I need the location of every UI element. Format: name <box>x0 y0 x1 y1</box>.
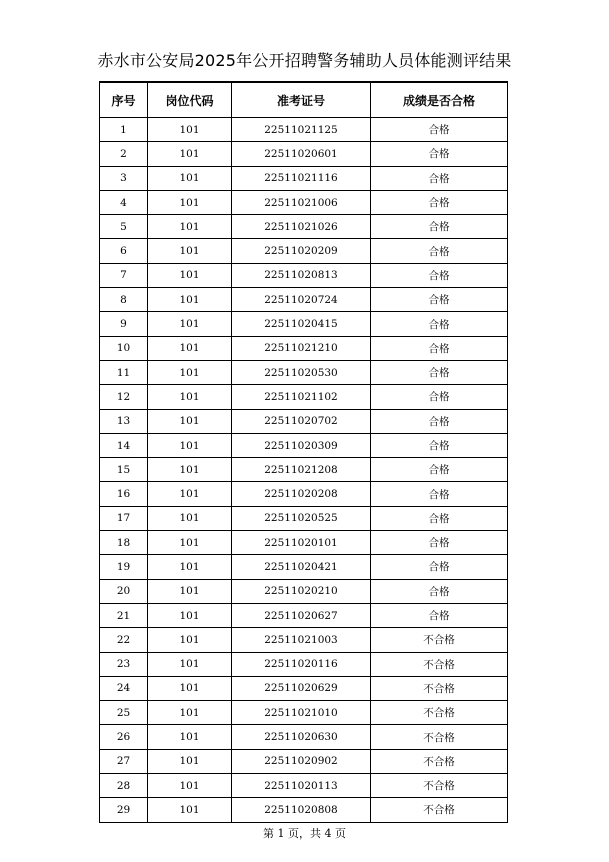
position-code-cell: 101 <box>148 676 232 700</box>
table-row <box>100 798 508 822</box>
table-row <box>100 312 508 336</box>
result-cell: 合格 <box>371 409 508 433</box>
result-cell: 不合格 <box>371 749 508 773</box>
table-row <box>100 531 508 555</box>
table-row <box>100 749 508 773</box>
result-cell: 不合格 <box>371 701 508 725</box>
table-row <box>100 652 508 676</box>
ticket-number-cell: 22511020113 <box>232 774 371 798</box>
result-cell: 合格 <box>371 239 508 263</box>
ticket-number-cell: 22511021026 <box>232 215 371 239</box>
seq-cell: 9 <box>100 312 148 336</box>
table-row <box>100 409 508 433</box>
table-row <box>100 433 508 457</box>
ticket-number-cell: 22511020627 <box>232 603 371 627</box>
ticket-number-cell: 22511021125 <box>232 118 371 142</box>
ticket-number-cell: 22511020309 <box>232 433 371 457</box>
table-row <box>100 458 508 482</box>
seq-cell: 22 <box>100 628 148 652</box>
table-row <box>100 142 508 166</box>
ticket-number-cell: 22511021208 <box>232 458 371 482</box>
ticket-number-cell: 22511020702 <box>232 409 371 433</box>
seq-cell: 18 <box>100 531 148 555</box>
ticket-number-cell: 22511021102 <box>232 385 371 409</box>
ticket-number-cell: 22511020813 <box>232 263 371 287</box>
position-code-cell: 101 <box>148 749 232 773</box>
ticket-number-cell: 22511020415 <box>232 312 371 336</box>
position-code-cell: 101 <box>148 142 232 166</box>
seq-cell: 26 <box>100 725 148 749</box>
seq-cell: 11 <box>100 360 148 384</box>
seq-cell: 1 <box>100 118 148 142</box>
result-cell: 合格 <box>371 433 508 457</box>
ticket-number-cell: 22511020630 <box>232 725 371 749</box>
position-code-cell: 101 <box>148 603 232 627</box>
ticket-number-cell: 22511020601 <box>232 142 371 166</box>
position-code-cell: 101 <box>148 239 232 263</box>
position-code-cell: 101 <box>148 652 232 676</box>
position-code-cell: 101 <box>148 579 232 603</box>
seq-cell: 23 <box>100 652 148 676</box>
seq-cell: 15 <box>100 458 148 482</box>
position-code-cell: 101 <box>148 433 232 457</box>
ticket-number-cell: 22511020530 <box>232 360 371 384</box>
table-row <box>100 555 508 579</box>
table-row <box>100 336 508 360</box>
ticket-number-cell: 22511020101 <box>232 531 371 555</box>
ticket-number-cell: 22511021010 <box>232 701 371 725</box>
ticket-number-cell: 22511020808 <box>232 798 371 822</box>
header-ticket-number: 准考证号 <box>232 82 371 118</box>
ticket-number-cell: 22511020525 <box>232 506 371 530</box>
seq-cell: 5 <box>100 215 148 239</box>
table-header-row <box>100 82 508 118</box>
table-row <box>100 190 508 214</box>
seq-cell: 28 <box>100 774 148 798</box>
ticket-number-cell: 22511021003 <box>232 628 371 652</box>
result-cell: 合格 <box>371 215 508 239</box>
table-row <box>100 239 508 263</box>
table-row <box>100 482 508 506</box>
seq-cell: 20 <box>100 579 148 603</box>
seq-cell: 14 <box>100 433 148 457</box>
table-row <box>100 628 508 652</box>
table-row <box>100 676 508 700</box>
position-code-cell: 101 <box>148 458 232 482</box>
result-cell: 合格 <box>371 142 508 166</box>
position-code-cell: 101 <box>148 701 232 725</box>
table-row <box>100 385 508 409</box>
ticket-number-cell: 22511020209 <box>232 239 371 263</box>
position-code-cell: 101 <box>148 385 232 409</box>
result-cell: 合格 <box>371 458 508 482</box>
seq-cell: 17 <box>100 506 148 530</box>
result-cell: 合格 <box>371 288 508 312</box>
seq-cell: 8 <box>100 288 148 312</box>
page-title: 赤水市公安局2025年公开招聘警务辅助人员体能测评结果 <box>97 51 512 70</box>
ticket-number-cell: 22511020902 <box>232 749 371 773</box>
header-result: 成绩是否合格 <box>371 82 508 118</box>
result-cell: 合格 <box>371 312 508 336</box>
position-code-cell: 101 <box>148 774 232 798</box>
result-cell: 合格 <box>371 118 508 142</box>
result-cell: 合格 <box>371 336 508 360</box>
position-code-cell: 101 <box>148 360 232 384</box>
result-cell: 合格 <box>371 482 508 506</box>
seq-cell: 19 <box>100 555 148 579</box>
ticket-number-cell: 22511021210 <box>232 336 371 360</box>
header-seq: 序号 <box>100 82 148 118</box>
table-body <box>100 118 508 823</box>
result-cell: 合格 <box>371 166 508 190</box>
seq-cell: 16 <box>100 482 148 506</box>
result-cell: 合格 <box>371 531 508 555</box>
seq-cell: 21 <box>100 603 148 627</box>
ticket-number-cell: 22511021116 <box>232 166 371 190</box>
result-cell: 合格 <box>371 263 508 287</box>
seq-cell: 2 <box>100 142 148 166</box>
result-cell: 合格 <box>371 555 508 579</box>
seq-cell: 7 <box>100 263 148 287</box>
seq-cell: 29 <box>100 798 148 822</box>
table-row <box>100 118 508 142</box>
position-code-cell: 101 <box>148 531 232 555</box>
position-code-cell: 101 <box>148 263 232 287</box>
page-footer: 第 1 页，共 4 页 <box>263 827 346 840</box>
table-row <box>100 725 508 749</box>
seq-cell: 10 <box>100 336 148 360</box>
table-row <box>100 360 508 384</box>
result-cell: 不合格 <box>371 628 508 652</box>
result-cell: 合格 <box>371 385 508 409</box>
result-cell: 合格 <box>371 603 508 627</box>
seq-cell: 4 <box>100 190 148 214</box>
position-code-cell: 101 <box>148 798 232 822</box>
table-row <box>100 166 508 190</box>
seq-cell: 12 <box>100 385 148 409</box>
ticket-number-cell: 22511020116 <box>232 652 371 676</box>
ticket-number-cell: 22511021006 <box>232 190 371 214</box>
table-row <box>100 288 508 312</box>
ticket-number-cell: 22511020724 <box>232 288 371 312</box>
table-row <box>100 774 508 798</box>
result-cell: 不合格 <box>371 725 508 749</box>
position-code-cell: 101 <box>148 215 232 239</box>
position-code-cell: 101 <box>148 166 232 190</box>
seq-cell: 24 <box>100 676 148 700</box>
result-cell: 不合格 <box>371 774 508 798</box>
table-row <box>100 215 508 239</box>
position-code-cell: 101 <box>148 190 232 214</box>
position-code-cell: 101 <box>148 482 232 506</box>
position-code-cell: 101 <box>148 555 232 579</box>
seq-cell: 3 <box>100 166 148 190</box>
position-code-cell: 101 <box>148 628 232 652</box>
position-code-cell: 101 <box>148 725 232 749</box>
result-cell: 合格 <box>371 190 508 214</box>
result-cell: 不合格 <box>371 798 508 822</box>
table-row <box>100 506 508 530</box>
table-row <box>100 701 508 725</box>
seq-cell: 27 <box>100 749 148 773</box>
seq-cell: 6 <box>100 239 148 263</box>
ticket-number-cell: 22511020421 <box>232 555 371 579</box>
ticket-number-cell: 22511020208 <box>232 482 371 506</box>
header-position-code: 岗位代码 <box>148 82 232 118</box>
table-row <box>100 579 508 603</box>
position-code-cell: 101 <box>148 336 232 360</box>
table-row <box>100 603 508 627</box>
position-code-cell: 101 <box>148 409 232 433</box>
position-code-cell: 101 <box>148 506 232 530</box>
table-row <box>100 263 508 287</box>
results-table <box>99 81 508 823</box>
ticket-number-cell: 22511020629 <box>232 676 371 700</box>
ticket-number-cell: 22511020210 <box>232 579 371 603</box>
result-cell: 合格 <box>371 360 508 384</box>
position-code-cell: 101 <box>148 288 232 312</box>
result-cell: 合格 <box>371 506 508 530</box>
result-cell: 合格 <box>371 579 508 603</box>
result-cell: 不合格 <box>371 652 508 676</box>
result-cell: 不合格 <box>371 676 508 700</box>
seq-cell: 13 <box>100 409 148 433</box>
position-code-cell: 101 <box>148 118 232 142</box>
seq-cell: 25 <box>100 701 148 725</box>
position-code-cell: 101 <box>148 312 232 336</box>
